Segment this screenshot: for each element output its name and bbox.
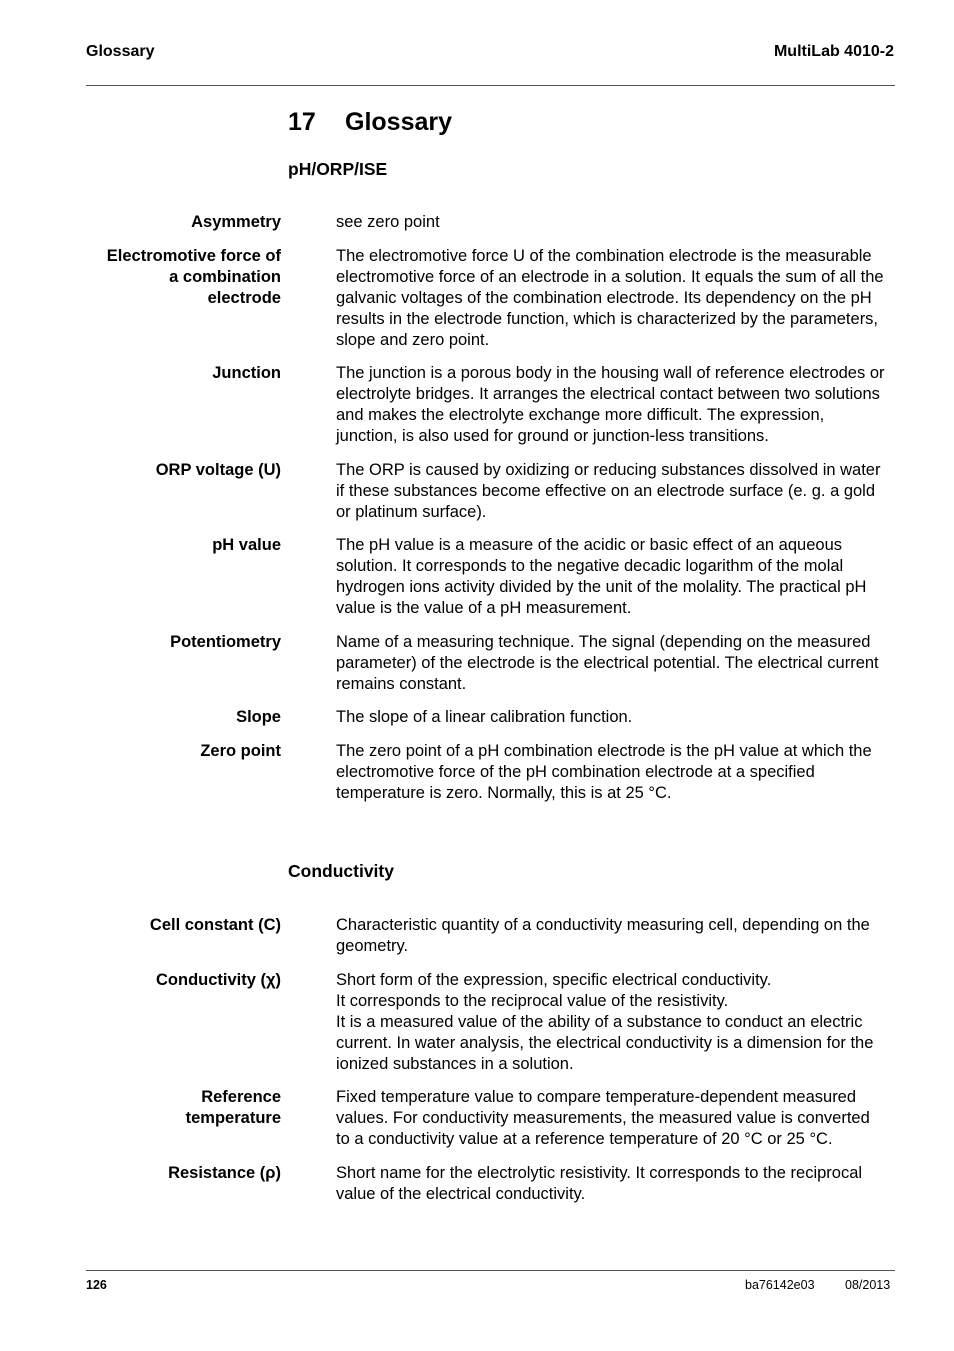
glossary-definition <box>336 741 888 804</box>
glossary-definition-paragraph: see zero point <box>336 213 440 231</box>
glossary-definition-paragraph: The slope of a linear calibration function. <box>336 708 633 726</box>
chapter-number: 17 <box>288 108 316 136</box>
glossary-term <box>86 363 281 384</box>
chapter-heading <box>288 108 452 137</box>
glossary-definition-paragraph: It is a measured value of the ability of a substance to conduct an electric current. In water analysis, the electrical conductivity is a dimension for the ionized substances in a solution. <box>336 1012 874 1073</box>
glossary-term <box>86 212 281 233</box>
glossary-term-line: Electromotive force of <box>106 246 281 265</box>
glossary-term-line: electrode <box>207 288 281 307</box>
glossary-entry <box>0 970 954 1075</box>
glossary-term-line: Junction <box>212 364 281 382</box>
glossary-term-line: pH value <box>212 536 281 554</box>
glossary-definition-paragraph: The pH value is a measure of the acidic or basic effect of an aqueous solution. It corresponds to the negative decadic logarithm of the molal hydrogen ions activity divided by the unit of the molality. The practical pH value is the value of a pH measurement. <box>336 536 867 617</box>
glossary-term-line: Cell constant (C) <box>149 916 281 934</box>
glossary-term-line: Zero point <box>200 741 281 760</box>
glossary-term <box>86 915 281 936</box>
glossary-definition-paragraph: Short form of the expression, specific electrical conductivity. <box>336 970 772 989</box>
glossary-term <box>86 246 281 309</box>
glossary-definition <box>336 970 888 1075</box>
glossary-entry <box>0 460 954 523</box>
glossary-list-conductivity <box>0 915 954 1217</box>
glossary-term <box>86 632 281 653</box>
glossary-definition-paragraph: Characteristic quantity of a conductivity measuring cell, depending on the geometry. <box>336 916 870 955</box>
running-header-section: Glossary <box>86 43 155 60</box>
glossary-entry <box>0 1163 954 1205</box>
glossary-term <box>86 707 281 728</box>
glossary-term <box>86 535 281 556</box>
glossary-entry <box>0 707 954 728</box>
glossary-term-line: Conductivity (χ) <box>156 970 281 989</box>
glossary-definition <box>336 707 888 728</box>
section-title-ph: pH/ORP/ISE <box>288 159 388 179</box>
glossary-term <box>86 1087 281 1129</box>
section-title-conductivity: Conductivity <box>288 861 394 881</box>
glossary-list-ph <box>0 212 954 816</box>
glossary-term <box>86 970 281 991</box>
glossary-term-line: Potentiometry <box>170 632 281 651</box>
glossary-term-line: temperature <box>185 1109 281 1127</box>
glossary-term-line: ORP voltage (U) <box>155 460 281 479</box>
glossary-definition <box>336 915 888 957</box>
glossary-definition-paragraph: Name of a measuring technique. The signal (depending on the measured parameter) of the electrode is the electrical potential. The electrical current remains constant. <box>336 632 879 693</box>
glossary-entry <box>0 741 954 804</box>
glossary-entry <box>0 212 954 233</box>
glossary-definition <box>336 535 888 619</box>
glossary-entry <box>0 1087 954 1150</box>
glossary-term-line: Asymmetry <box>191 213 281 231</box>
glossary-definition-paragraph: It corresponds to the reciprocal value of the resistivity. <box>336 991 729 1010</box>
glossary-definition-paragraph: The junction is a porous body in the housing wall of reference electrodes or electrolyte bridges. It arranges the electrical contact between two solutions and makes the electrolyte exchange more difficult. The expression, junction, is also used for ground or junction-less transitions. <box>336 364 885 445</box>
glossary-entry <box>0 915 954 957</box>
glossary-definition <box>336 212 888 233</box>
glossary-term-line: Slope <box>236 708 281 726</box>
chapter-title: Glossary <box>345 108 453 136</box>
glossary-term <box>86 1163 281 1184</box>
glossary-definition <box>336 363 888 447</box>
glossary-entry <box>0 363 954 447</box>
glossary-term-line: Resistance (ρ) <box>168 1163 281 1182</box>
glossary-definition-paragraph: Fixed temperature value to compare temperature-dependent measured values. For conductivity measurements, the measured value is converted to a conductivity value at a reference temperature of 20 °C or 25 °C. <box>336 1088 870 1148</box>
glossary-definition <box>336 632 888 695</box>
glossary-entry <box>0 246 954 351</box>
glossary-definition-paragraph: The electromotive force U of the combination electrode is the measurable electromotive force of an electrode in a solution. It equals the sum of all the galvanic voltages of the combination electrode. Its dependency on the pH results in the electrode function, which is characterized by the parameters, slope and zero point. <box>336 246 884 349</box>
document-id: ba76142e03 <box>745 1278 815 1292</box>
glossary-term <box>86 460 281 481</box>
glossary-definition-paragraph: The ORP is caused by oxidizing or reducing substances dissolved in water if these substances become effective on an electrode surface (e. g. a gold or platinum surface). <box>336 460 881 521</box>
glossary-term <box>86 741 281 762</box>
running-header-product: MultiLab 4010-2 <box>773 43 894 60</box>
document-date: 08/2013 <box>845 1278 891 1292</box>
glossary-definition-paragraph: The zero point of a pH combination electrode is the pH value at which the electromotive force of the pH combination electrode at a specified temperature is zero. Normally, this is at 25 °C. <box>336 741 872 802</box>
glossary-term-line: Reference <box>201 1088 281 1106</box>
glossary-entry <box>0 535 954 619</box>
glossary-definition <box>336 1087 888 1150</box>
glossary-definition <box>336 460 888 523</box>
header-rule <box>86 85 895 86</box>
footer-rule <box>86 1270 895 1271</box>
page-number: 126 <box>86 1278 107 1292</box>
glossary-definition <box>336 246 888 351</box>
glossary-definition-paragraph: Short name for the electrolytic resistivity. It corresponds to the reciprocal value of the electrical conductivity. <box>336 1163 863 1203</box>
glossary-entry <box>0 632 954 695</box>
glossary-definition <box>336 1163 888 1205</box>
glossary-term-line: a combination <box>169 267 281 286</box>
